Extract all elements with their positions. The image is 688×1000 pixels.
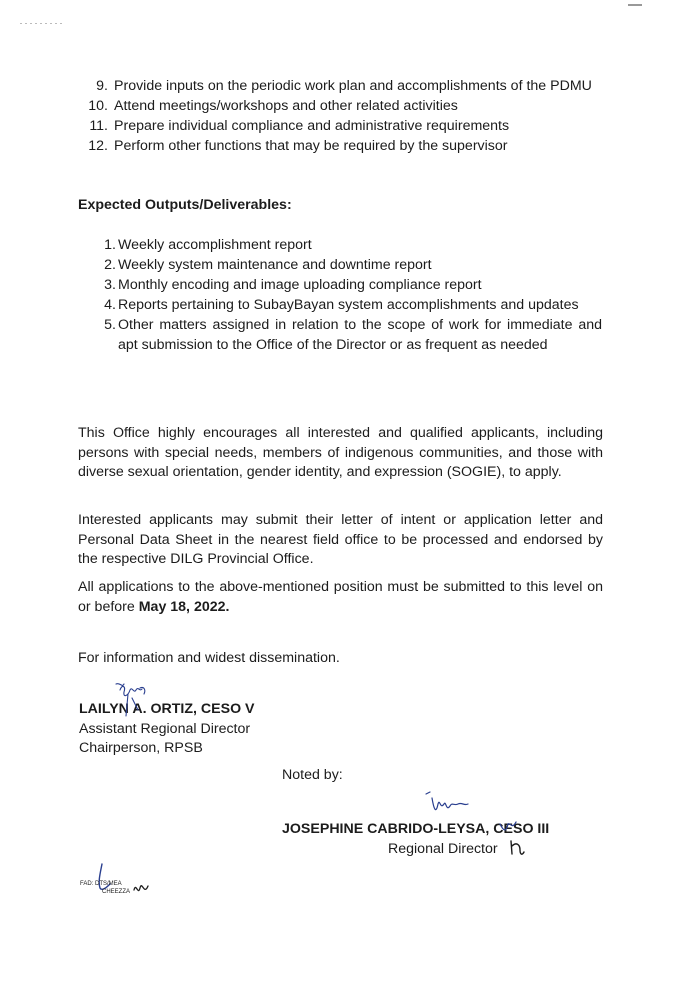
list-item [84, 116, 606, 136]
submission-paragraph: Interested applicants may submit their letter of intent or application letter and Personal Data Sheet in the nearest field office to be processed and endorsed by the respective DILG Provincial Office. [78, 512, 603, 568]
item-text: Provide inputs on the periodic work plan and accomplishments of the PDMU [114, 78, 592, 94]
list-item [92, 315, 602, 355]
item-number: 3. [104, 277, 116, 293]
encouragement-paragraph: This Office highly encourages all interested and qualified applicants, including persons with special needs, members of indigenous communities, and those with diverse sexual orientation, gender identity, and expression (SOGIE), to apply. [78, 425, 603, 481]
outputs-heading: Expected Outputs/Deliverables: [78, 197, 292, 213]
signatory-title: Regional Director [388, 840, 498, 857]
outputs-list [92, 235, 602, 355]
item-text: Monthly encoding and image uploading compliance report [118, 277, 482, 293]
list-item [92, 275, 602, 295]
signature-mark [422, 790, 472, 822]
item-number: 4. [104, 297, 116, 313]
scan-artifact-dash [628, 4, 642, 6]
item-number: 12. [88, 138, 108, 154]
reference-line: FAD: DTS/MEA [80, 881, 122, 887]
list-item [84, 76, 606, 96]
initials-mark [498, 820, 518, 834]
list-item [84, 96, 606, 116]
initials-mark [508, 838, 526, 858]
list-item [92, 295, 602, 315]
deadline-paragraph [78, 578, 603, 617]
dissemination-line: For information and widest dissemination. [78, 650, 340, 666]
item-text: Weekly system maintenance and downtime report [118, 257, 432, 273]
signatory-title: Assistant Regional Director [79, 720, 251, 737]
item-number: 1. [104, 237, 116, 253]
signature-mark [108, 680, 168, 720]
item-text: Attend meetings/workshops and other related activities [114, 98, 458, 114]
deadline-text: All applications to the above-mentioned position must be submitted to this level on or before [78, 579, 603, 615]
noted-by-label: Noted by: [282, 767, 343, 783]
item-number: 11. [89, 118, 108, 134]
scan-artifact-mark [20, 22, 62, 25]
item-text: Reports pertaining to SubayBayan system accomplishments and updates [118, 297, 579, 313]
item-number: 5. [104, 317, 116, 333]
item-number: 9. [96, 78, 108, 94]
item-number: 2. [104, 257, 116, 273]
duties-list [84, 76, 606, 156]
deadline-date: May 18, 2022. [138, 598, 230, 615]
item-text: Perform other functions that may be required by the supervisor [114, 138, 508, 154]
reference-line: CHEEZZA [102, 889, 131, 895]
item-text: Prepare individual compliance and administrative requirements [114, 118, 510, 134]
signatory-name: LAILYN A. ORTIZ, CESO V [79, 701, 255, 717]
list-item [92, 255, 602, 275]
signatory-name: JOSEPHINE CABRIDO-LEYSA, CESO III [282, 821, 550, 837]
list-item [84, 136, 606, 156]
item-text: Weekly accomplishment report [118, 237, 312, 253]
item-text: Other matters assigned in relation to the scope of work for immediate and apt submission to the Office of the Director or as frequent as needed [118, 317, 602, 353]
reference-initials [80, 880, 130, 896]
item-number: 10. [88, 98, 108, 114]
signatory-role: Chairperson, RPSB [79, 740, 203, 757]
list-item [92, 235, 602, 255]
